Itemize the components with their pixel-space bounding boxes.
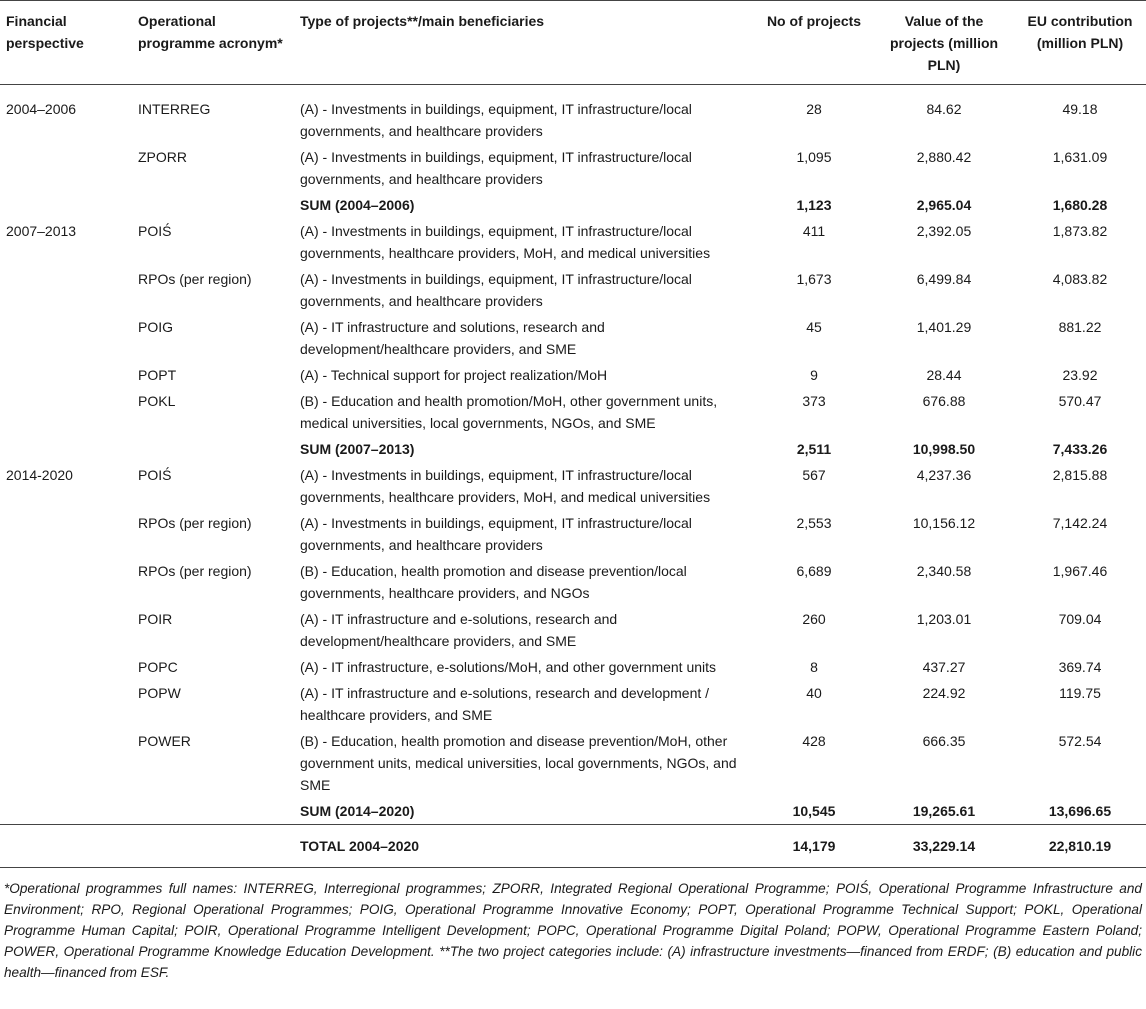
value-cell: 2,965.04	[916, 197, 972, 213]
value-cell: 28.44	[926, 367, 962, 383]
period-cell	[0, 510, 128, 558]
total-no: 14,179	[754, 825, 874, 868]
table-body	[0, 85, 1146, 825]
programme-cell	[128, 798, 294, 825]
type-cell: SUM (2007–2013)	[300, 441, 415, 457]
type-cell: (A) - Investments in buildings, equipment, IT infrastructure/local governments, and healthcare providers	[300, 515, 692, 553]
value-cell: 666.35	[922, 733, 966, 749]
programme-cell: ZPORR	[138, 149, 187, 165]
eu-contribution-cell: 23.92	[1062, 367, 1098, 383]
value-cell: 437.27	[922, 659, 966, 675]
eu-contribution-cell: 119.75	[1059, 685, 1101, 701]
type-cell: (A) - Investments in buildings, equipment, IT infrastructure/local governments, healthcare providers, MoH, and medical universities	[300, 223, 711, 261]
value-cell: 84.62	[926, 101, 962, 117]
programme-cell: POPT	[138, 367, 177, 383]
no-projects-cell: 2,511	[796, 441, 832, 457]
eu-contribution-cell: 1,680.28	[1052, 197, 1108, 213]
eu-contribution-cell: 881.22	[1058, 319, 1102, 335]
total-label: TOTAL 2004–2020	[294, 825, 754, 868]
no-projects-cell: 10,545	[792, 803, 836, 819]
total-programme	[128, 825, 294, 868]
no-projects-cell: 411	[802, 223, 826, 239]
period-cell	[0, 606, 128, 654]
sum-row	[0, 436, 1146, 462]
no-projects-cell: 260	[802, 611, 826, 627]
footnote: *Operational programmes full names: INTERREG, Interregional programmes; ZPORR, Integrated Regional Operational Programme; POIŚ, Operational Programme Infrastructure and Environment; RPO, Regional Operational Programmes; POIG, Operational Programme Innovative Economy; POPT, Operational Programme Technical Support; POKL, Operational Programme Human Capital; POIR, Operational Programme Intelligent Development; POPC, Operational Programme Digital Poland; POPW, Operational Programme Eastern Poland; POWER, Operational Programme Knowledge Education Development. **The two project categories include: (A) infrastructure investments—financed from ERDF; (B) education and public health—financed from ESF.	[4, 881, 1142, 980]
period-cell	[0, 388, 128, 436]
programme-cell: POIŚ	[138, 467, 172, 483]
header-op-acronym: Operational programme acronym*	[128, 1, 294, 85]
eu-contribution-cell: 1,631.09	[1052, 149, 1108, 165]
no-projects-cell: 567	[802, 467, 826, 483]
programme-cell: INTERREG	[138, 101, 211, 117]
value-cell: 4,237.36	[916, 467, 972, 483]
type-cell: (A) - IT infrastructure and e-solutions, research and development/healthcare providers, and SME	[300, 611, 618, 649]
table-header	[0, 1, 1146, 85]
programme-cell: POKL	[138, 393, 176, 409]
table-row	[0, 218, 1146, 266]
table-row	[0, 362, 1146, 388]
type-cell: (A) - IT infrastructure and solutions, research and development/healthcare providers, and SME	[300, 319, 605, 357]
type-cell: (A) - Technical support for project realization/MoH	[300, 367, 608, 383]
type-cell: (B) - Education, health promotion and disease prevention/MoH, other government units, medical universities, local governments, NGOs, and SME	[300, 733, 737, 793]
programme-cell	[128, 436, 294, 462]
period-cell	[0, 436, 128, 462]
header-financial-perspective: Financial perspective	[0, 1, 128, 85]
no-projects-cell: 40	[806, 685, 822, 701]
period-cell: 2007–2013	[6, 223, 77, 239]
period-cell	[0, 266, 128, 314]
table-row	[0, 388, 1146, 436]
type-cell: (A) - IT infrastructure, e-solutions/MoH, and other government units	[300, 659, 717, 675]
programme-cell: RPOs (per region)	[138, 271, 252, 287]
total-period	[0, 825, 128, 868]
eu-contribution-cell: 709.04	[1058, 611, 1102, 627]
value-cell: 6,499.84	[916, 271, 972, 287]
type-cell: (A) - Investments in buildings, equipment, IT infrastructure/local governments, healthcare providers, MoH, and medical universities	[300, 467, 711, 505]
value-cell: 1,401.29	[916, 319, 972, 335]
no-projects-cell: 6,689	[796, 563, 832, 579]
programme-cell: RPOs (per region)	[138, 515, 252, 531]
eu-contribution-cell: 1,967.46	[1052, 563, 1108, 579]
table-row	[0, 510, 1146, 558]
programme-cell: POIR	[138, 611, 173, 627]
no-projects-cell: 45	[806, 319, 822, 335]
type-cell: SUM (2014–2020)	[300, 803, 415, 819]
type-cell: (A) - Investments in buildings, equipment, IT infrastructure/local governments, and healthcare providers	[300, 149, 692, 187]
period-cell	[0, 728, 128, 798]
period-cell	[0, 558, 128, 606]
value-cell: 10,156.12	[912, 515, 976, 531]
value-cell: 1,203.01	[916, 611, 972, 627]
total-row	[0, 825, 1146, 868]
period-cell	[0, 654, 128, 680]
programme-cell: RPOs (per region)	[138, 563, 252, 579]
period-cell: 2004–2006	[6, 101, 77, 117]
no-projects-cell: 8	[810, 659, 818, 675]
period-cell	[0, 144, 128, 192]
table-row	[0, 680, 1146, 728]
programme-cell: POPC	[138, 659, 178, 675]
eu-contribution-cell: 4,083.82	[1052, 271, 1108, 287]
header-type: Type of projects**/main beneficiaries	[294, 1, 754, 85]
programme-cell: POIŚ	[138, 223, 172, 239]
eu-contribution-cell: 49.18	[1062, 101, 1098, 117]
no-projects-cell: 1,095	[796, 149, 832, 165]
total-eu: 22,810.19	[1014, 825, 1146, 868]
value-cell: 224.92	[922, 685, 966, 701]
type-cell: SUM (2004–2006)	[300, 197, 415, 213]
period-cell	[0, 192, 128, 218]
eu-contribution-cell: 369.74	[1058, 659, 1102, 675]
value-cell: 676.88	[922, 393, 966, 409]
no-projects-cell: 2,553	[796, 515, 832, 531]
sum-row	[0, 798, 1146, 825]
table-row	[0, 558, 1146, 606]
no-projects-cell: 9	[810, 367, 818, 383]
table-row	[0, 606, 1146, 654]
header-value: Value of the projects (million PLN)	[874, 1, 1014, 85]
no-projects-cell: 1,673	[796, 271, 832, 287]
sum-row	[0, 192, 1146, 218]
value-cell: 2,340.58	[916, 563, 972, 579]
eu-contribution-cell: 7,433.26	[1052, 441, 1108, 457]
programme-cell: POPW	[138, 685, 181, 701]
eu-contribution-cell: 572.54	[1058, 733, 1102, 749]
total-value: 33,229.14	[874, 825, 1014, 868]
value-cell: 19,265.61	[912, 803, 976, 819]
value-cell: 10,998.50	[912, 441, 976, 457]
eu-contribution-cell: 13,696.65	[1048, 803, 1112, 819]
table-row	[0, 462, 1146, 510]
value-cell: 2,880.42	[916, 149, 972, 165]
type-cell: (B) - Education and health promotion/MoH, other government units, medical universities, local governments, NGOs, and SME	[300, 393, 718, 431]
period-cell: 2014-2020	[6, 467, 73, 483]
table-row	[0, 728, 1146, 798]
table-row	[0, 85, 1146, 145]
value-cell: 2,392.05	[916, 223, 972, 239]
no-projects-cell: 28	[806, 101, 822, 117]
eu-contribution-cell: 1,873.82	[1052, 223, 1108, 239]
type-cell: (A) - Investments in buildings, equipment, IT infrastructure/local governments, and healthcare providers	[300, 101, 692, 139]
period-cell	[0, 314, 128, 362]
table-row	[0, 654, 1146, 680]
table-row	[0, 144, 1146, 192]
programme-cell: POWER	[138, 733, 191, 749]
header-eu: EU contribution (million PLN)	[1014, 1, 1146, 85]
type-cell: (B) - Education, health promotion and disease prevention/local governments, healthcare providers, and NGOs	[300, 563, 687, 601]
type-cell: (A) - IT infrastructure and e-solutions, research and development / healthcare providers, and SME	[300, 685, 710, 723]
table-row	[0, 266, 1146, 314]
table-row	[0, 314, 1146, 362]
no-projects-cell: 373	[802, 393, 826, 409]
programme-cell	[128, 192, 294, 218]
no-projects-cell: 428	[802, 733, 826, 749]
eu-contribution-cell: 7,142.24	[1052, 515, 1108, 531]
no-projects-cell: 1,123	[796, 197, 832, 213]
type-cell: (A) - Investments in buildings, equipment, IT infrastructure/local governments, and healthcare providers	[300, 271, 692, 309]
period-cell	[0, 798, 128, 825]
programme-cell: POIG	[138, 319, 174, 335]
period-cell	[0, 362, 128, 388]
period-cell	[0, 680, 128, 728]
eu-contribution-cell: 2,815.88	[1052, 467, 1108, 483]
header-no-projects: No of projects	[754, 1, 874, 85]
eu-contribution-cell: 570.47	[1058, 393, 1102, 409]
